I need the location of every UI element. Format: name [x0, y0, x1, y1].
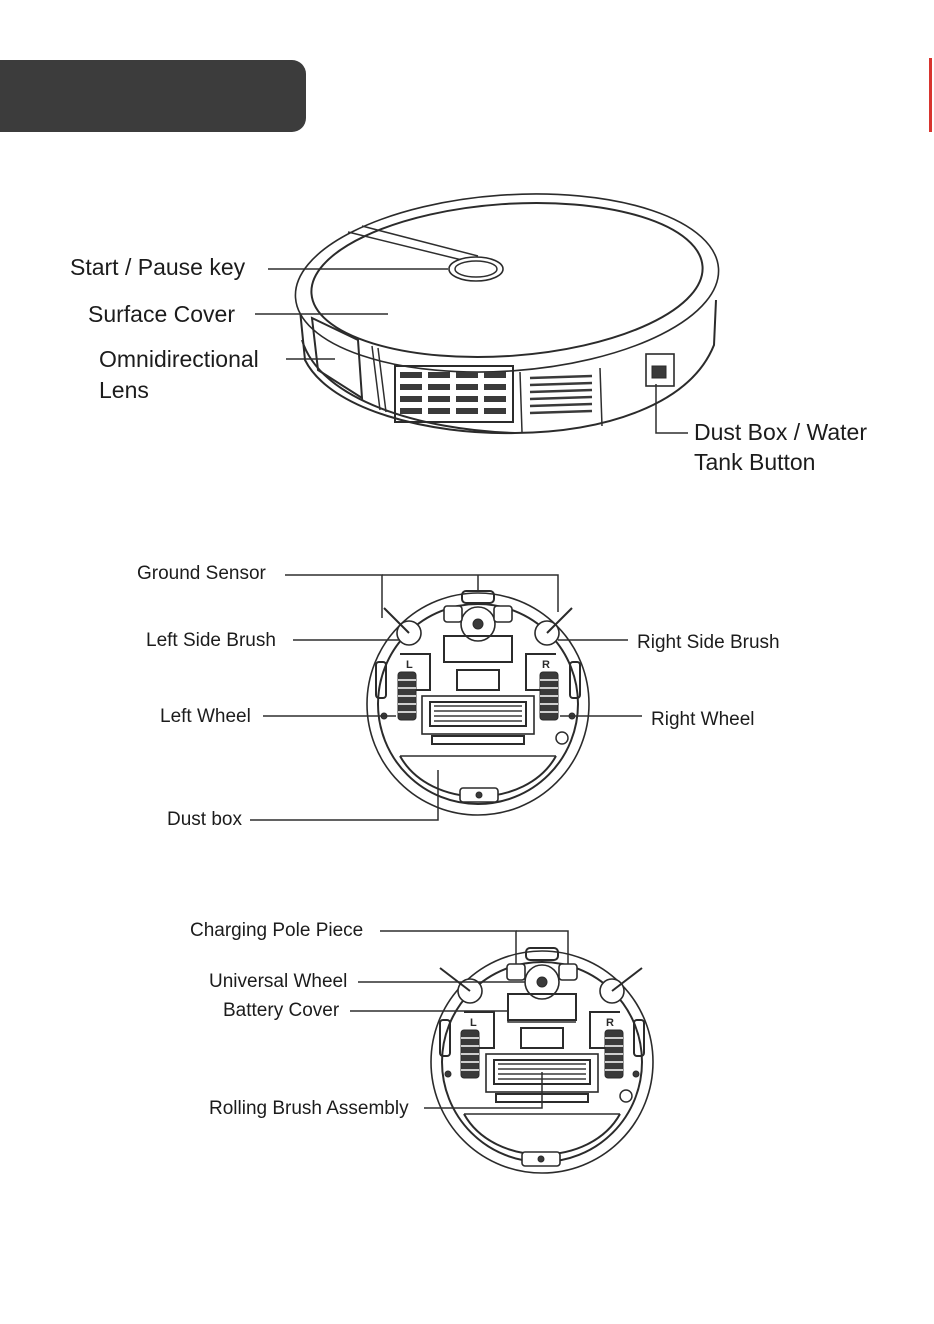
- label-dust-box: Dust box: [167, 809, 242, 830]
- label-left-wheel: Left Wheel: [160, 706, 251, 727]
- robot-bottom-view-main: [250, 575, 642, 820]
- label-universal-wheel: Universal Wheel: [209, 971, 348, 992]
- label-charging-pole-piece: Charging Pole Piece: [190, 920, 364, 941]
- label-battery-cover: Battery Cover: [223, 1000, 340, 1021]
- robot-bottom-view-secondary: [350, 931, 653, 1173]
- label-right-wheel: Right Wheel: [651, 709, 755, 730]
- label-surface-cover: Surface Cover: [88, 301, 236, 327]
- wheel-marker-left-2: L: [470, 1017, 477, 1029]
- wheel-marker-right-2: R: [606, 1017, 614, 1029]
- label-omnidirectional: Omnidirectional: [99, 346, 259, 372]
- label-left-side-brush: Left Side Brush: [146, 630, 276, 651]
- label-lens: Lens: [99, 377, 149, 403]
- wheel-marker-left-1: L: [406, 659, 413, 671]
- label-rolling-brush-assembly: Rolling Brush Assembly: [209, 1098, 409, 1119]
- robot-top-view: [255, 180, 725, 433]
- label-start-pause-key: Start / Pause key: [70, 254, 246, 280]
- label-ground-sensor: Ground Sensor: [137, 563, 266, 584]
- vent-grille-left: [395, 366, 513, 422]
- label-right-side-brush: Right Side Brush: [637, 632, 780, 653]
- vent-grille-right: [530, 376, 592, 413]
- label-dust-box-water: Dust Box / Water: [694, 419, 867, 445]
- label-tank-button: Tank Button: [694, 449, 816, 475]
- wheel-marker-right-1: R: [542, 659, 550, 671]
